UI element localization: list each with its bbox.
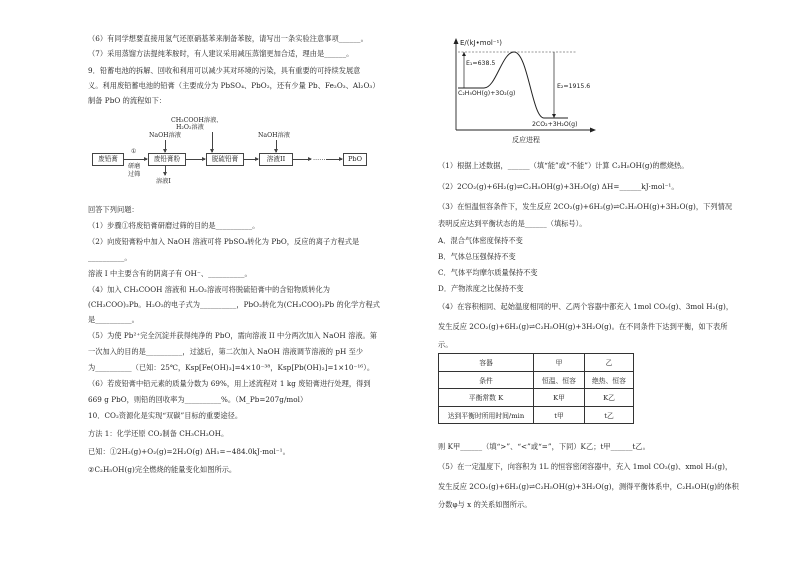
question-10-4-answer: 则 K甲______（填“>”、“<”或“=”，下同）K乙；t甲______t乙。 — [438, 442, 650, 451]
question-9-3: 溶液 I 中主要含有的阴离子有 OH⁻、__________。 — [88, 269, 252, 278]
table-cell: t甲 — [534, 406, 585, 424]
question-10-5-line3: 分数φ与 x 的关系如图所示。 — [438, 500, 532, 509]
flow-step-1: ① — [131, 148, 137, 155]
table-cell: 达到平衡时所用时间/min — [439, 406, 534, 424]
question-9-4-line3: 是__________。 — [88, 315, 139, 324]
energy-x-label: 反应进程 — [512, 136, 540, 144]
table-cell: 恒温、恒容 — [534, 371, 585, 389]
question-9-5-line2: 一次加入的目的是__________，过滤后，第二次加入 NaOH 溶液调节溶液的 pH 至少 — [88, 347, 364, 356]
flow-box-desulfurized: 脱硫铅膏 — [206, 153, 244, 166]
option-d: D．产物浓度之比保持不变 — [438, 284, 524, 293]
energy-y-label: E/(kJ•mol⁻¹) — [460, 39, 503, 47]
question-10-intro: 10．CO₂资源化是实现“双碳”目标的重要途径。 — [88, 411, 243, 420]
question-10-4-line3: 示。 — [438, 340, 453, 349]
flow-dots: …… — [313, 155, 326, 162]
flow-label-grind: 研磨 — [128, 163, 141, 170]
question-6-text: （6）有同学想要直接用氢气还原硝基苯来制备苯胺，请写出一条实验注意事项______。 — [88, 34, 368, 43]
question-9-2-line1: （2）向废铅膏粉中加入 NaOH 溶液可将 PbSO₄转化为 PbO，反应的离子方程式是 — [88, 237, 360, 246]
table-cell: K甲 — [534, 389, 585, 407]
table-cell: 平衡常数 K — [439, 389, 534, 407]
flow-label-ch3cooh: CH₃COOH溶液、 — [171, 117, 223, 124]
flow-box-pbo: PbO — [343, 153, 367, 166]
question-9-4-line2: (CH₃COO)₂Pb。H₂O₂的电子式为__________，PbO₂转化为(CH₃COO)₂Pb 的化学方程式 — [88, 300, 380, 309]
question-10-3-line1: （3）在恒温恒容条件下，发生反应 2CO₂(g)+6H₂(g)⇌C₂H₅OH(g)+3H₂O(g)，下列情况 — [438, 202, 733, 211]
table-header-row — [439, 354, 634, 372]
flow-arrow-5 — [326, 159, 342, 160]
reactant-label: C₂H₅OH(g)+3O₂(g) — [458, 90, 516, 97]
flow-box-solution-2: 溶液II — [259, 153, 293, 166]
option-a: A．混合气体密度保持不变 — [438, 236, 523, 245]
given-statement-2: ②C₂H₅OH(g)完全燃烧的能量变化如图所示。 — [88, 465, 237, 474]
y-axis-arrowhead — [454, 38, 459, 44]
option-b: B．气体总压强保持不变 — [438, 252, 516, 261]
flow-arrow-down-3 — [276, 140, 277, 152]
flow-arrow-down-2 — [212, 132, 213, 152]
table-cell: t乙 — [585, 406, 634, 424]
flow-label-sieve: 过筛 — [128, 171, 141, 178]
flow-arrow-down-1 — [165, 140, 166, 152]
question-10-4-line1: （4）在容积相同、起始温度相同的甲、乙两个容器中都充入 1mol CO₂(g)、3mol H₂(g)， — [438, 302, 734, 311]
table-header-cell: 甲 — [534, 354, 585, 372]
question-10-5-line2: 发生反应 2CO₂(g)+6H₂(g)⇌C₂H₅OH(g)+3H₂O(g)，测得平衡体系中，C₂H₅OH(g)的体积 — [438, 482, 739, 491]
x-axis-arrowhead — [590, 128, 596, 133]
condition-table — [438, 353, 634, 424]
flow-box-paste-powder: 废铅膏粉 — [148, 153, 186, 166]
question-9-6-line1: （6）若废铅膏中铅元素的质量分数为 69%，用上述流程对 1 kg 废铅膏进行处理，得到 — [88, 379, 371, 388]
flow-label-h2o2: H₂O₂溶液 — [176, 124, 204, 131]
reaction-curve — [484, 52, 568, 118]
e2-label: E₂=1915.6 — [557, 83, 591, 90]
question-10-1: （1）根据上述数据，______（填“能”或“不能”）计算 C₂H₅OH(g)的燃烧热。 — [438, 161, 689, 170]
energy-diagram — [436, 34, 616, 146]
method-1-title: 方法 1：化学还原 CO₂制备 CH₃CH₂OH。 — [88, 429, 229, 438]
e1-arrowhead — [462, 52, 466, 56]
table-cell: 条件 — [439, 371, 534, 389]
question-10-2: （2）2CO₂(g)+6H₂(g)⇌C₂H₅OH(g)+3H₂O(g) ΔH=______kJ·mol⁻¹。 — [438, 182, 679, 191]
question-9-4-line1: （4）加入 CH₃COOH 溶液和 H₂O₂溶液可将脱硫铅膏中的含铅物质转化为 — [88, 285, 331, 294]
flow-arrow-4 — [292, 159, 311, 160]
flow-label-naoh-2: NaOH溶液 — [258, 132, 290, 139]
e1-label: E₁=638.5 — [466, 60, 496, 67]
question-9-6-line2: 669 g PbO，则铅的回收率为__________%。（M_Pb=207g/mol） — [88, 395, 308, 404]
table-row — [439, 389, 634, 407]
flow-label-naoh-1: NaOH溶液 — [149, 132, 181, 139]
flow-arrow-3 — [243, 159, 258, 160]
question-10-3-line2: 表明反应达到平衡状态的是______（填标号）。 — [438, 219, 587, 228]
table-cell: K乙 — [585, 389, 634, 407]
flow-arrow-2 — [185, 159, 205, 160]
e2-arrowhead — [552, 114, 556, 118]
question-9-5-line3: 为__________（已知：25℃，Ksp[Fe(OH)₃]=4×10⁻³⁸，Ksp[Pb(OH)₂]=1×10⁻¹⁶）。 — [88, 363, 375, 372]
product-label: 2CO₂+3H₂O(g) — [532, 121, 578, 128]
question-7-text: （7）采用蒸馏方法提纯苯胺时，有人建议采用减压蒸馏更加合适，理由是______。 — [88, 49, 354, 58]
table-row — [439, 371, 634, 389]
answer-prompt: 回答下列问题： — [88, 205, 139, 214]
question-9-intro-line2: 义。利用废铅蓄电池的铅膏（主要成分为 PbSO₄、PbO₂，还有少量 Pb、Fe₂O₃、Al₂O₃） — [88, 81, 380, 90]
flow-arrow-down-4 — [165, 165, 166, 175]
question-9-1: （1）步骤①将废铅膏研磨过筛的目的是__________。 — [88, 221, 260, 230]
question-9-5-line1: （5）为使 Pb²⁺完全沉淀并获得纯净的 PbO，需向溶液 II 中分两次加入 NaOH 溶液。第 — [88, 331, 378, 340]
given-equation-1: 已知：①2H₂(g)+O₂(g)=2H₂O(g) ΔH₁=−484.0kJ·mol⁻¹。 — [88, 447, 290, 456]
question-9-intro-line3: 制备 PbO 的流程如下： — [88, 96, 167, 105]
table-header-cell: 容器 — [439, 354, 534, 372]
flow-arrow-1 — [123, 159, 147, 160]
table-header-cell: 乙 — [585, 354, 634, 372]
question-9-intro-line1: 9．铅蓄电池的拆解、回收和利用可以减少其对环境的污染，具有重要的可持续发展意 — [88, 66, 361, 75]
option-c: C．气体平均摩尔质量保持不变 — [438, 268, 538, 277]
flow-box-waste-paste: 废铅膏 — [92, 153, 124, 166]
question-10-4-line2: 发生反应 2CO₂(g)+6H₂(g)⇌C₂H₅OH(g)+3H₂O(g)。在不同条件下达到平衡，如下表所 — [438, 322, 728, 331]
table-row — [439, 406, 634, 424]
table-cell: 绝热、恒容 — [585, 371, 634, 389]
question-10-5-line1: （5）在一定温度下，向容积为 1L 的恒容密闭容器中，充入 1mol CO₂(g)、xmol H₂(g)， — [438, 462, 733, 471]
flow-label-solution-1: 溶液I — [156, 178, 171, 185]
question-9-2-line2: __________。 — [88, 253, 132, 262]
